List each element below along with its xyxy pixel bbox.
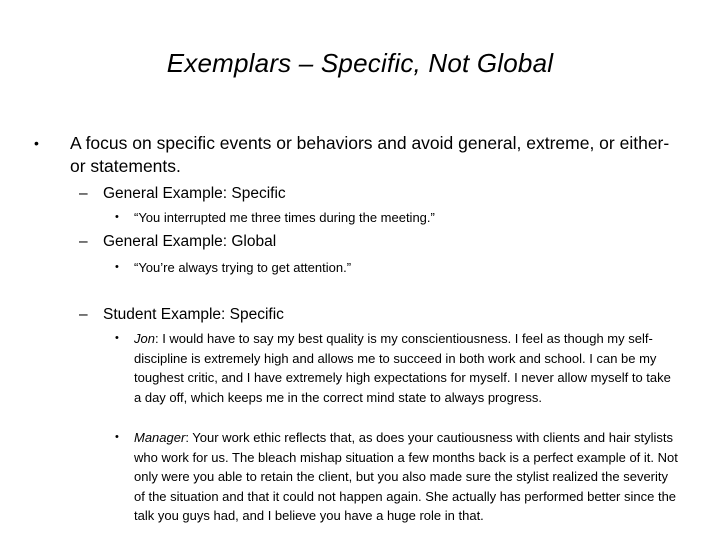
sub-item-heading: General Example: Specific — [103, 185, 286, 202]
quote-text: “You’re always trying to get attention.” — [134, 260, 352, 275]
quote-general-specific — [115, 208, 680, 228]
sub-item-heading: General Example: Global — [103, 233, 277, 250]
bullet-dot-icon: • — [115, 431, 119, 443]
manager-text: : Your work ethic reflects that, as does your cautiousness with clients and hair stylists who work for us. The bleach mishap situation a few months back is a perfect example of it. Not only were you able to retain the client, but you also made sure the stylist realized the severity of the situation and that it could not happen again. She actually has performed better since the talk you guys had, and I believe you have a huge role in that. — [134, 430, 678, 523]
bullet-dot-icon: • — [34, 135, 39, 151]
jon-statement — [115, 329, 680, 407]
bullet-dot-icon: • — [115, 261, 119, 273]
speaker-manager: Manager — [134, 430, 186, 445]
speaker-jon: Jon — [134, 331, 155, 346]
manager-statement — [115, 428, 680, 526]
bullet-dot-icon: • — [115, 332, 119, 344]
quote-general-global — [115, 258, 680, 278]
main-bullet — [34, 132, 670, 178]
bullet-dot-icon: • — [115, 211, 119, 223]
sub-item-general-specific — [79, 184, 683, 204]
quote-text: “You interrupted me three times during the meeting.” — [134, 210, 435, 225]
slide-title: Exemplars – Specific, Not Global — [166, 48, 554, 78]
sub-item-heading: Student Example: Specific — [103, 306, 284, 323]
sub-item-student-specific — [79, 305, 683, 325]
dash-icon: – — [79, 306, 88, 323]
jon-text: : I would have to say my best quality is my conscientiousness. I feel as though my self-discipline is extremely high and allows me to succeed in both work and school. I can be my toughest critic, and I have extremely high expectations for myself. I never allow myself to take a day off, which keeps me in the correct mind state to always progress. — [134, 331, 671, 405]
main-bullet-text: A focus on specific events or behaviors and avoid general, extreme, or either-or statements. — [70, 133, 670, 176]
dash-icon: – — [79, 185, 88, 202]
dash-icon: – — [79, 233, 88, 250]
sub-item-general-global — [79, 232, 683, 252]
